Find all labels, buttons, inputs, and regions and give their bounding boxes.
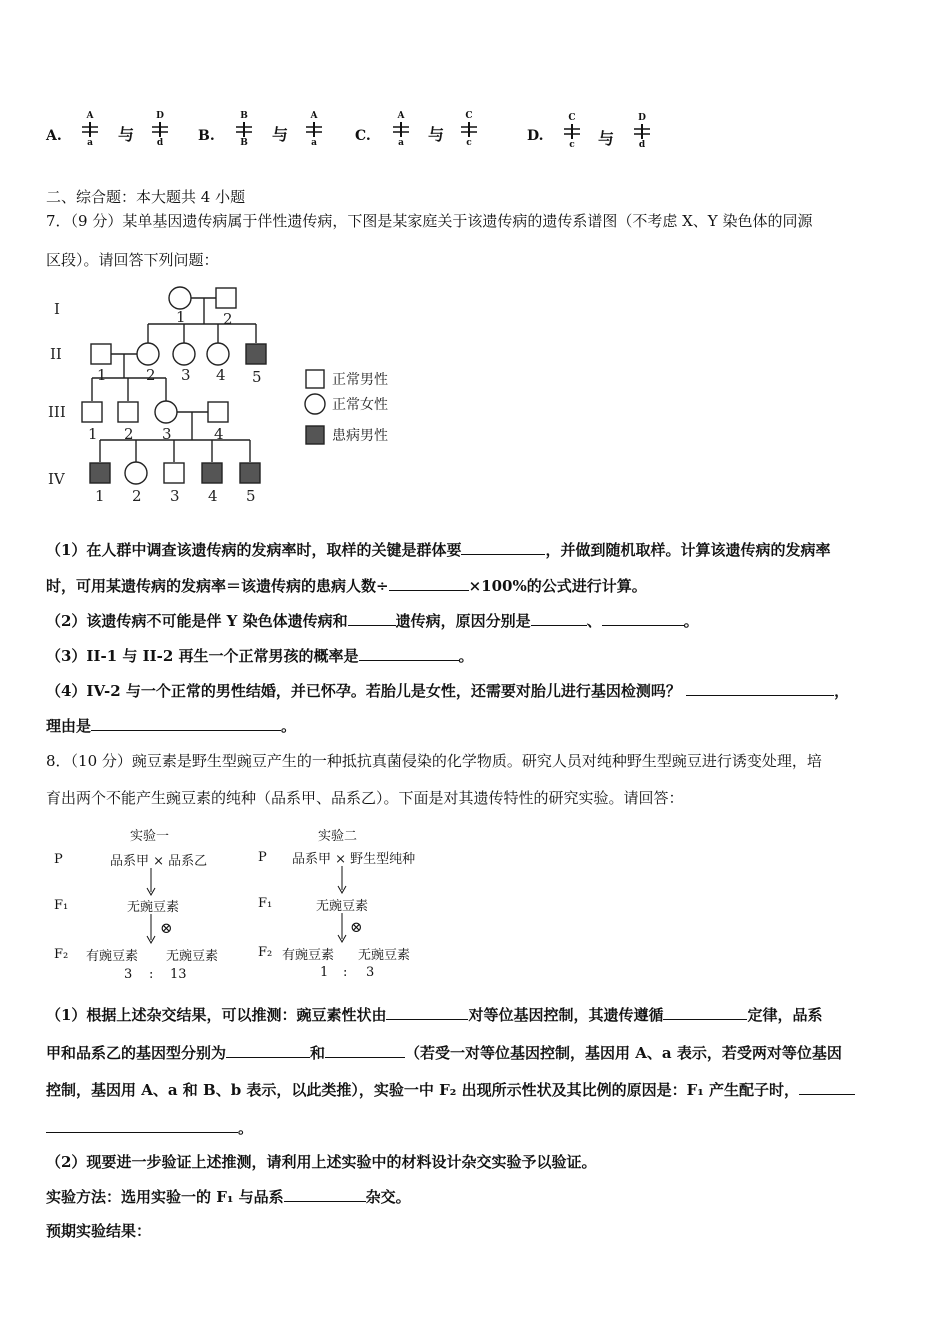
q8-stem-line2: 育出两个不能产生豌豆素的纯种（品系甲、品系乙）。下面是对其遗传特性的研究实验。请回答：: [46, 789, 684, 807]
q7-part4-line1: [46, 681, 849, 701]
down-arrow-icon: [146, 868, 156, 896]
allele-bottom: c: [569, 140, 575, 150]
text: 甲和品系乙的基因型分别为: [46, 1044, 227, 1062]
text: 理由是: [46, 717, 92, 735]
exp1-cross: 品系甲 × 品系乙: [110, 854, 208, 869]
text: （2）该遗传病不可能是伴 Y 染色体遗传病和: [46, 612, 348, 630]
gen-label-IV: IV: [48, 470, 65, 488]
II-num-4: 4: [216, 366, 226, 384]
III-num-4: 4: [214, 425, 224, 443]
answer-blank[interactable]: [602, 625, 684, 626]
gen-label-III: III: [48, 403, 66, 421]
option-d-label: D.: [527, 128, 544, 144]
answer-blank[interactable]: [226, 1057, 310, 1058]
exp1-title: 实验一: [130, 829, 170, 844]
q7-stem-line1: 7．（9 分）某单基因遗传病属于伴性遗传病，下图是某家庭关于该遗传病的遗传系谱图（不考虑 X、Y 染色体的同源: [46, 212, 813, 230]
legend-normal-male: 正常男性: [332, 372, 388, 388]
II-1-normal-male: [91, 344, 111, 364]
answer-blank[interactable]: [686, 695, 834, 696]
IV-num-1: 1: [95, 487, 105, 505]
exp2-p-label: P: [258, 850, 267, 865]
exp2-ratio-left: 1: [320, 965, 329, 980]
IV-num-4: 4: [208, 487, 218, 505]
q7-part2: [46, 611, 699, 631]
IV-num-3: 3: [170, 487, 180, 505]
legend-normal-female-icon: [305, 394, 325, 414]
exp1-f1: 无豌豆素: [127, 900, 180, 915]
exp1-p-label: P: [54, 852, 63, 867]
option-a-label: A.: [46, 128, 62, 144]
I-num-2: 2: [223, 310, 233, 328]
q8-part2: （2）现要进一步验证上述推测，请利用上述实验中的材料设计杂交实验予以验证。: [46, 1153, 597, 1171]
q8-stem-line1: 8．（10 分）豌豆素是野生型豌豆产生的一种抵抗真菌侵染的化学物质。研究人员对纯种野生型豌豆进行诱变处理，培: [46, 752, 822, 770]
self-cross-icon: ⊗: [160, 919, 173, 937]
III-4-normal-male: [208, 402, 228, 422]
allele-bottom: a: [87, 138, 93, 148]
allele-top: A: [397, 111, 405, 121]
and-text: 与: [272, 125, 289, 144]
exp2-f1-label: F₁: [258, 896, 273, 911]
text: 。: [683, 612, 699, 630]
text: 时，可用某遗传病的发病率＝该遗传病的患病人数÷: [46, 577, 389, 595]
exp1-ratio-left: 3: [124, 967, 133, 982]
answer-blank[interactable]: [91, 730, 281, 731]
exp1-ratio-sep: :: [149, 967, 154, 982]
section-title: 二、综合题：本大题共 4 小题: [46, 188, 246, 206]
q7-stem-line2: 区段）。请回答下列问题：: [46, 251, 219, 269]
exp2-f2-right: 无豌豆素: [358, 948, 411, 963]
exp2-f1: 无豌豆素: [316, 899, 369, 914]
q8-part1-line4: [46, 1118, 253, 1138]
III-3-normal-female: [155, 401, 177, 423]
exp2-ratio-sep: :: [343, 965, 348, 980]
exp1-f2-left: 有豌豆素: [86, 949, 139, 964]
and-text: 与: [118, 125, 135, 144]
answer-blank[interactable]: [799, 1094, 855, 1095]
option-b-chromosome-right: [306, 113, 322, 149]
II-5-affected-male: [246, 344, 266, 364]
option-b-chromosome-left: [236, 113, 252, 149]
text: 。: [458, 647, 474, 665]
answer-blank[interactable]: [46, 1132, 238, 1133]
allele-bottom: a: [311, 138, 317, 148]
q7-part3: [46, 646, 474, 666]
exp2-f2-label: F₂: [258, 945, 273, 960]
text: 。: [281, 717, 297, 735]
text: （1）在人群中调查该遗传病的发病率时，取样的关键是群体要: [46, 541, 462, 559]
answer-blank[interactable]: [359, 660, 459, 661]
legend-affected-male: 患病男性: [332, 428, 388, 444]
IV-5-affected-male: [240, 463, 260, 483]
exp2-cross: 品系甲 × 野生型纯种: [292, 852, 416, 867]
IV-3-normal-male: [164, 463, 184, 483]
II-4-normal-female: [207, 343, 229, 365]
gen-label-II: II: [50, 345, 62, 363]
exp1-f2-label: F₂: [54, 947, 69, 962]
option-d-chromosome-right: [634, 115, 650, 151]
answer-blank[interactable]: [386, 1019, 468, 1020]
text: 杂交。: [365, 1188, 411, 1206]
I-1-normal-female: [169, 287, 191, 309]
III-num-2: 2: [124, 425, 134, 443]
q8-part1-line3: [46, 1080, 855, 1100]
allele-top: A: [310, 111, 318, 121]
legend-affected-male-icon: [306, 426, 324, 444]
text: ，: [834, 682, 850, 700]
text: 实验方法：选用实验一的 F₁ 与品系: [46, 1188, 284, 1206]
II-2-normal-female: [137, 343, 159, 365]
legend-normal-female: 正常女性: [332, 397, 388, 413]
option-d-chromosome-left: [564, 115, 580, 151]
II-num-3: 3: [181, 366, 191, 384]
text: （3）II-1 与 II-2 再生一个正常男孩的概率是: [46, 647, 359, 665]
II-num-2: 2: [146, 366, 156, 384]
exp2-f2-left: 有豌豆素: [282, 948, 335, 963]
option-a-chromosome-right: [152, 113, 168, 149]
II-3-normal-female: [173, 343, 195, 365]
answer-blank[interactable]: [663, 1019, 747, 1020]
text: （若受一对等位基因控制，基因用 A、a 表示，若受两对等位基因: [405, 1044, 842, 1062]
and-text: 与: [428, 125, 445, 144]
pedigree-chart: [40, 280, 420, 510]
down-arrow-icon: [337, 866, 347, 894]
exp1-ratio-right: 13: [170, 967, 187, 982]
answer-blank[interactable]: [325, 1057, 405, 1058]
and-text: 与: [598, 129, 615, 148]
I-num-1: 1: [176, 308, 186, 326]
IV-4-affected-male: [202, 463, 222, 483]
allele-top: D: [156, 111, 164, 121]
text: ×100%的公式进行计算。: [468, 577, 647, 595]
allele-bottom: a: [398, 138, 404, 148]
IV-num-2: 2: [132, 487, 142, 505]
allele-bottom: B: [240, 138, 248, 148]
allele-top: C: [568, 113, 576, 123]
text: 对等位基因控制，其遗传遵循: [468, 1006, 664, 1024]
q8-part1-line1: [46, 1005, 822, 1025]
allele-bottom: d: [638, 140, 646, 150]
q8-part1-line2: [46, 1043, 842, 1063]
option-b-label: B.: [198, 128, 215, 144]
text: 控制，基因用 A、a 和 B、b 表示，以此类推），实验一中 F₂ 出现所示性状及其比例的原因是：F₁ 产生配子时，: [46, 1081, 800, 1099]
allele-top: C: [465, 111, 473, 121]
IV-1-affected-male: [90, 463, 110, 483]
answer-blank[interactable]: [348, 625, 396, 626]
III-2-normal-male: [118, 402, 138, 422]
allele-bottom: d: [156, 138, 164, 148]
text: 、: [586, 612, 602, 630]
allele-top: A: [86, 111, 94, 121]
gen-label-I: I: [54, 300, 60, 318]
text: 和: [310, 1044, 326, 1062]
II-num-1: 1: [97, 366, 107, 384]
text: ，并做到随机取样。计算该遗传病的发病率: [545, 541, 831, 559]
II-num-5: 5: [252, 368, 262, 386]
answer-blank[interactable]: [531, 625, 587, 626]
text: 定律，品系: [747, 1006, 823, 1024]
q7-part4-line2: [46, 716, 296, 736]
text: （4）IV-2 与一个正常的男性结婚，并已怀孕。若胎儿是女性，还需要对胎儿进行基因检测吗？: [46, 682, 681, 700]
III-1-normal-male: [82, 402, 102, 422]
exp1-f2-right: 无豌豆素: [166, 949, 219, 964]
exp2-ratio-right: 3: [366, 965, 375, 980]
text: （1）根据上述杂交结果，可以推测：豌豆素性状由: [46, 1006, 387, 1024]
exp2-title: 实验二: [318, 829, 358, 844]
q8-expected: 预期实验结果：: [46, 1222, 152, 1240]
answer-blank[interactable]: [284, 1201, 366, 1202]
option-c-chromosome-right: [461, 113, 477, 149]
legend-normal-male-icon: [306, 370, 324, 388]
option-c-chromosome-left: [393, 113, 409, 149]
III-num-3: 3: [162, 425, 172, 443]
I-2-normal-male: [216, 288, 236, 308]
allele-top: B: [240, 111, 248, 121]
answer-blank[interactable]: [389, 590, 469, 591]
III-num-1: 1: [88, 425, 98, 443]
option-c-label: C.: [355, 128, 371, 144]
self-cross-icon: ⊗: [350, 918, 363, 936]
IV-2-normal-female: [125, 462, 147, 484]
exp1-f1-label: F₁: [54, 898, 69, 913]
option-a-chromosome-left: [82, 113, 98, 149]
q7-part1-line1: [46, 540, 830, 560]
answer-blank[interactable]: [461, 554, 545, 555]
IV-num-5: 5: [246, 487, 256, 505]
text: 。: [238, 1119, 254, 1137]
q8-method: [46, 1187, 411, 1207]
allele-top: D: [638, 113, 646, 123]
down-arrow-icon: [146, 914, 156, 944]
text: 遗传病，原因分别是: [395, 612, 531, 630]
down-arrow-icon: [337, 913, 347, 943]
q7-part1-line2: [46, 576, 647, 596]
allele-bottom: c: [466, 138, 472, 148]
